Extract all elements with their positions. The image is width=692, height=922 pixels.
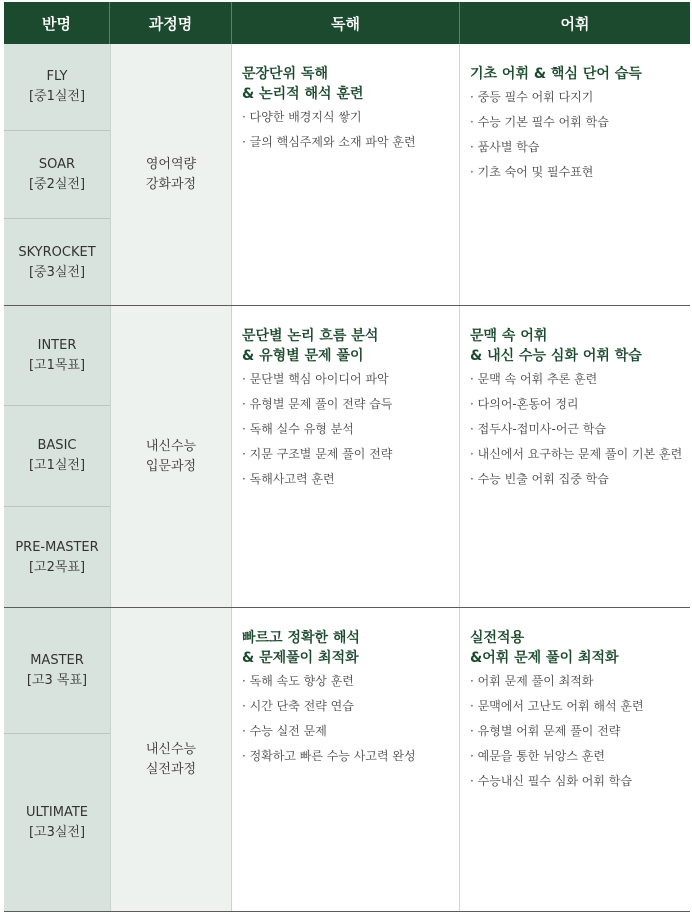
list-item: · 기초 숙어 및 필수표현 bbox=[470, 165, 594, 179]
table-row-group-intro bbox=[4, 306, 690, 608]
reading-title bbox=[242, 326, 449, 366]
list-item: · 문맥 속 어휘 추론 훈련 bbox=[470, 372, 598, 386]
course-line: 입문과정 bbox=[145, 458, 197, 474]
class-cell bbox=[4, 131, 110, 219]
list-item: · 문맥에서 고난도 어휘 해석 훈련 bbox=[470, 699, 644, 713]
class-name: SOAR bbox=[38, 156, 76, 172]
list-item: · 수능 실전 문제 bbox=[242, 724, 327, 738]
course-cell bbox=[110, 306, 232, 607]
course-line: 내신수능 bbox=[145, 438, 197, 454]
list-item: · 어휘 문제 풀이 최적화 bbox=[470, 674, 594, 688]
list-item: · 시간 단축 전략 연습 bbox=[242, 699, 354, 713]
list-item: · 글의 핵심주제와 소재 파악 훈련 bbox=[242, 135, 416, 149]
class-level: [고2목표] bbox=[28, 559, 86, 575]
list-item: · 유형별 문제 풀이 전략 습득 bbox=[242, 397, 393, 411]
vocab-cell bbox=[460, 608, 690, 911]
class-cell bbox=[4, 608, 110, 734]
class-level: [고1목표] bbox=[28, 357, 86, 373]
course-cell bbox=[110, 44, 232, 305]
list-item: · 다의어-혼동어 정리 bbox=[470, 397, 579, 411]
header-vocab: 어휘 bbox=[560, 14, 590, 33]
table-header bbox=[4, 2, 690, 44]
curriculum-table bbox=[4, 2, 690, 912]
class-name: FLY bbox=[46, 69, 68, 84]
list-item: · 유형별 어휘 문제 풀이 전략 bbox=[470, 724, 621, 738]
class-name: BASIC bbox=[37, 438, 77, 453]
class-cell bbox=[4, 306, 110, 406]
reading-title-line: 문장단위 독해 bbox=[242, 66, 329, 82]
list-item: · 독해 속도 향상 훈련 bbox=[242, 674, 354, 688]
list-item: · 품사별 학습 bbox=[470, 140, 540, 154]
reading-cell bbox=[232, 306, 460, 607]
list-item: · 지문 구조별 문제 풀이 전략 bbox=[242, 447, 393, 461]
list-item: · 접두사-접미사-어근 학습 bbox=[470, 422, 607, 436]
vocab-title bbox=[470, 326, 680, 366]
course-line: 내신수능 bbox=[145, 741, 197, 757]
reading-title-line: & 유형별 문제 풀이 bbox=[242, 348, 364, 364]
reading-title-line: & 논리적 해석 훈련 bbox=[242, 86, 364, 102]
vocab-title-line: 실전적용 bbox=[470, 630, 525, 646]
list-item: · 예문을 통한 뉘앙스 훈련 bbox=[470, 749, 605, 763]
vocab-cell bbox=[460, 306, 690, 607]
class-cell bbox=[4, 219, 110, 306]
vocab-title bbox=[470, 64, 680, 84]
class-level: [중2실전] bbox=[28, 176, 86, 192]
vocab-title-line: & 내신 수능 심화 어휘 학습 bbox=[470, 348, 642, 364]
course-line: 영어역량 bbox=[145, 156, 197, 172]
reading-title-line: 문단별 논리 흐름 분석 bbox=[242, 328, 379, 344]
list-item: · 수능 기본 필수 어휘 학습 bbox=[470, 115, 609, 129]
class-cell bbox=[4, 44, 110, 131]
reading-title-line: & 문제풀이 최적화 bbox=[242, 650, 359, 666]
reading-title-line: 빠르고 정확한 해석 bbox=[242, 630, 360, 646]
vocab-title-line: 기초 어휘 & 핵심 단어 습득 bbox=[470, 66, 642, 82]
list-item: · 다양한 배경지식 쌓기 bbox=[242, 110, 362, 124]
course-cell bbox=[110, 608, 232, 911]
class-cell bbox=[4, 734, 110, 912]
header-reading: 독해 bbox=[232, 2, 460, 44]
vocab-title-line: &어휘 문제 풀이 최적화 bbox=[470, 650, 619, 666]
class-name: MASTER bbox=[30, 652, 84, 668]
course-line: 실전과정 bbox=[145, 761, 197, 777]
table-row-group-final bbox=[4, 608, 690, 912]
list-item: · 수능내신 필수 심화 어휘 학습 bbox=[470, 774, 632, 788]
class-level: [중1실전] bbox=[28, 89, 86, 104]
class-level: [중3실전] bbox=[28, 264, 86, 280]
class-column bbox=[4, 608, 110, 911]
list-item: · 문단별 핵심 아이디어 파악 bbox=[242, 372, 389, 386]
header-course: 과정명 bbox=[110, 2, 232, 44]
class-name: INTER bbox=[37, 337, 77, 353]
class-level: [고1실전] bbox=[28, 458, 86, 473]
class-name: SKYROCKET bbox=[18, 244, 96, 260]
list-item: · 내신에서 요구하는 문제 풀이 기본 훈련 bbox=[470, 447, 683, 461]
list-item: · 수능 빈출 어휘 집중 학습 bbox=[470, 472, 609, 486]
class-name: PRE-MASTER bbox=[15, 539, 99, 555]
class-cell bbox=[4, 406, 110, 507]
vocab-title bbox=[470, 628, 680, 668]
course-line: 강화과정 bbox=[145, 176, 197, 192]
class-name: ULTIMATE bbox=[26, 805, 88, 820]
list-item: · 정확하고 빠른 수능 사고력 완성 bbox=[242, 749, 416, 763]
vocab-cell bbox=[460, 44, 690, 305]
class-column bbox=[4, 44, 110, 305]
reading-cell bbox=[232, 44, 460, 305]
vocab-title-line: 문맥 속 어휘 bbox=[470, 328, 548, 344]
list-item: · 독해 실수 유형 분석 bbox=[242, 422, 354, 436]
reading-title bbox=[242, 628, 449, 668]
class-cell bbox=[4, 507, 110, 608]
header-class: 반명 bbox=[4, 2, 110, 44]
table-row-group-middle bbox=[4, 44, 690, 306]
reading-title bbox=[242, 64, 449, 104]
list-item: · 독해사고력 훈련 bbox=[242, 472, 335, 486]
class-level: [고3 목표] bbox=[26, 672, 88, 688]
class-level: [고3실전] bbox=[28, 825, 86, 840]
reading-cell bbox=[232, 608, 460, 911]
list-item: · 중등 필수 어휘 다지기 bbox=[470, 90, 594, 104]
class-column bbox=[4, 306, 110, 607]
